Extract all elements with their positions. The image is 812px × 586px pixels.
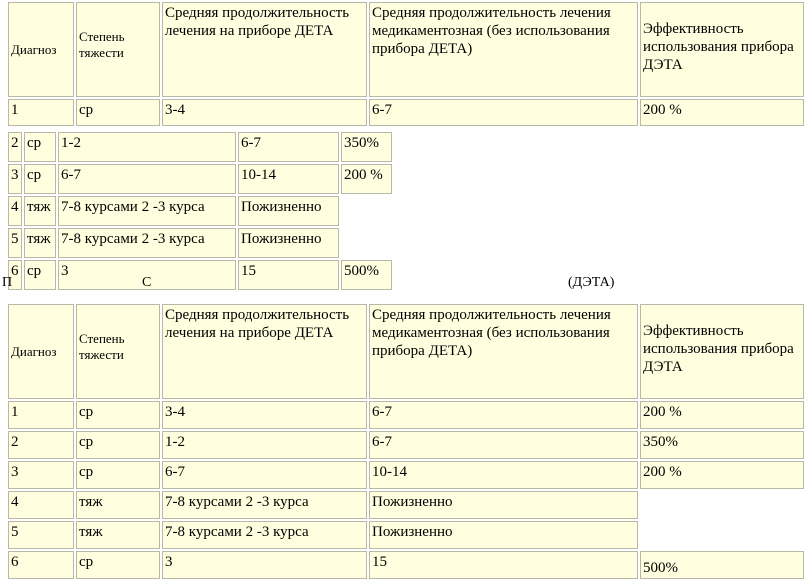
- cell-efficiency: 500%: [341, 260, 392, 290]
- cell-efficiency: 200 %: [640, 99, 804, 126]
- header-row: [8, 304, 804, 399]
- header-severity: Степень тяжести: [76, 2, 160, 97]
- cell-medication: 6-7: [369, 99, 638, 126]
- cell-num: 3: [8, 461, 74, 489]
- cell-severity: ср: [76, 401, 160, 429]
- cell-num: 2: [8, 132, 22, 162]
- cell-efficiency: 200 %: [640, 461, 804, 489]
- cell-severity: тяж: [24, 196, 56, 226]
- clipped-text-middle: С: [142, 275, 152, 290]
- cell-efficiency: 200 %: [640, 401, 804, 429]
- table-row: [8, 431, 804, 459]
- cell-num: 5: [8, 228, 22, 258]
- table-row: [8, 401, 804, 429]
- cell-severity: тяж: [24, 228, 56, 258]
- cell-deta: 1-2: [162, 431, 367, 459]
- cell-num: 3: [8, 164, 22, 194]
- cell-medication: 10-14: [238, 164, 339, 194]
- cell-medication: Пожизненно: [238, 228, 339, 258]
- cell-medication: 15: [369, 551, 638, 579]
- empty-cell: [341, 228, 392, 258]
- header-duration-medication: Средняя продолжительность лечения медикаментозная (без использования прибора ДЕТА): [369, 2, 638, 97]
- table-row: [8, 132, 392, 162]
- cell-severity: ср: [24, 260, 56, 290]
- cell-efficiency: 500%: [640, 551, 804, 579]
- table-narrow-fragment: [6, 130, 394, 292]
- header-severity: Степень тяжести: [76, 304, 160, 399]
- clipped-text-left: П: [2, 275, 13, 290]
- header-duration-deta: Средняя продолжительность лечения на приборе ДЕТА: [162, 304, 367, 399]
- table-row: [8, 521, 804, 549]
- cell-severity: тяж: [76, 521, 160, 549]
- cell-deta: 1-2: [58, 132, 236, 162]
- cell-deta: 3-4: [162, 401, 367, 429]
- empty-cell: [640, 491, 804, 519]
- cell-efficiency: 350%: [640, 431, 804, 459]
- table-row: [8, 461, 804, 489]
- header-diagnosis: Диагноз: [8, 2, 74, 97]
- cell-num: 2: [8, 431, 74, 459]
- cell-deta: 7-8 курсами 2 -3 курса: [162, 521, 367, 549]
- header-duration-medication: Средняя продолжительность лечения медикаментозная (без использования прибора ДЕТА): [369, 304, 638, 399]
- cell-num: 6: [8, 551, 74, 579]
- cell-severity: ср: [76, 551, 160, 579]
- table-row: [8, 491, 804, 519]
- cell-num: 1: [8, 401, 74, 429]
- cell-deta: 6-7: [58, 164, 236, 194]
- cell-medication: Пожизненно: [238, 196, 339, 226]
- clipped-text-line: [2, 275, 642, 290]
- cell-deta: 7-8 курсами 2 -3 курса: [58, 196, 236, 226]
- cell-medication: Пожизненно: [369, 491, 638, 519]
- cell-severity: ср: [24, 164, 56, 194]
- cell-deta: 7-8 курсами 2 -3 курса: [58, 228, 236, 258]
- cell-num: 5: [8, 521, 74, 549]
- table-row: [8, 164, 392, 194]
- header-efficiency: Эффективность использования прибора ДЭТА: [640, 304, 804, 399]
- header-row: [8, 2, 804, 97]
- table-row: [8, 196, 392, 226]
- cell-severity: тяж: [76, 491, 160, 519]
- cell-severity: ср: [76, 461, 160, 489]
- cell-medication: Пожизненно: [369, 521, 638, 549]
- table-row: [8, 99, 804, 126]
- cell-efficiency: 200 %: [341, 164, 392, 194]
- cell-num: 1: [8, 99, 74, 126]
- table-row: [8, 551, 804, 579]
- cell-medication: 10-14: [369, 461, 638, 489]
- header-diagnosis: Диагноз: [8, 304, 74, 399]
- cell-severity: ср: [76, 99, 160, 126]
- empty-cell: [640, 521, 804, 549]
- empty-cell: [341, 196, 392, 226]
- cell-efficiency: 350%: [341, 132, 392, 162]
- cell-deta: 3: [162, 551, 367, 579]
- cell-deta: 3: [58, 260, 236, 290]
- cell-medication: 15: [238, 260, 339, 290]
- cell-num: 4: [8, 196, 22, 226]
- table-row: [8, 228, 392, 258]
- table-full: [6, 302, 806, 581]
- cell-severity: ср: [76, 431, 160, 459]
- cell-deta: 6-7: [162, 461, 367, 489]
- cell-medication: 6-7: [369, 431, 638, 459]
- cell-num: 4: [8, 491, 74, 519]
- clipped-text-right: (ДЭТА): [568, 275, 615, 290]
- cell-severity: ср: [24, 132, 56, 162]
- cell-num: 6: [8, 260, 22, 290]
- header-efficiency: Эффективность использования прибора ДЭТА: [640, 2, 804, 97]
- table-top-fragment: [6, 0, 806, 128]
- cell-deta: 3-4: [162, 99, 367, 126]
- cell-medication: 6-7: [238, 132, 339, 162]
- header-duration-deta: Средняя продолжительность лечения на приборе ДЕТА: [162, 2, 367, 97]
- cell-medication: 6-7: [369, 401, 638, 429]
- cell-deta: 7-8 курсами 2 -3 курса: [162, 491, 367, 519]
